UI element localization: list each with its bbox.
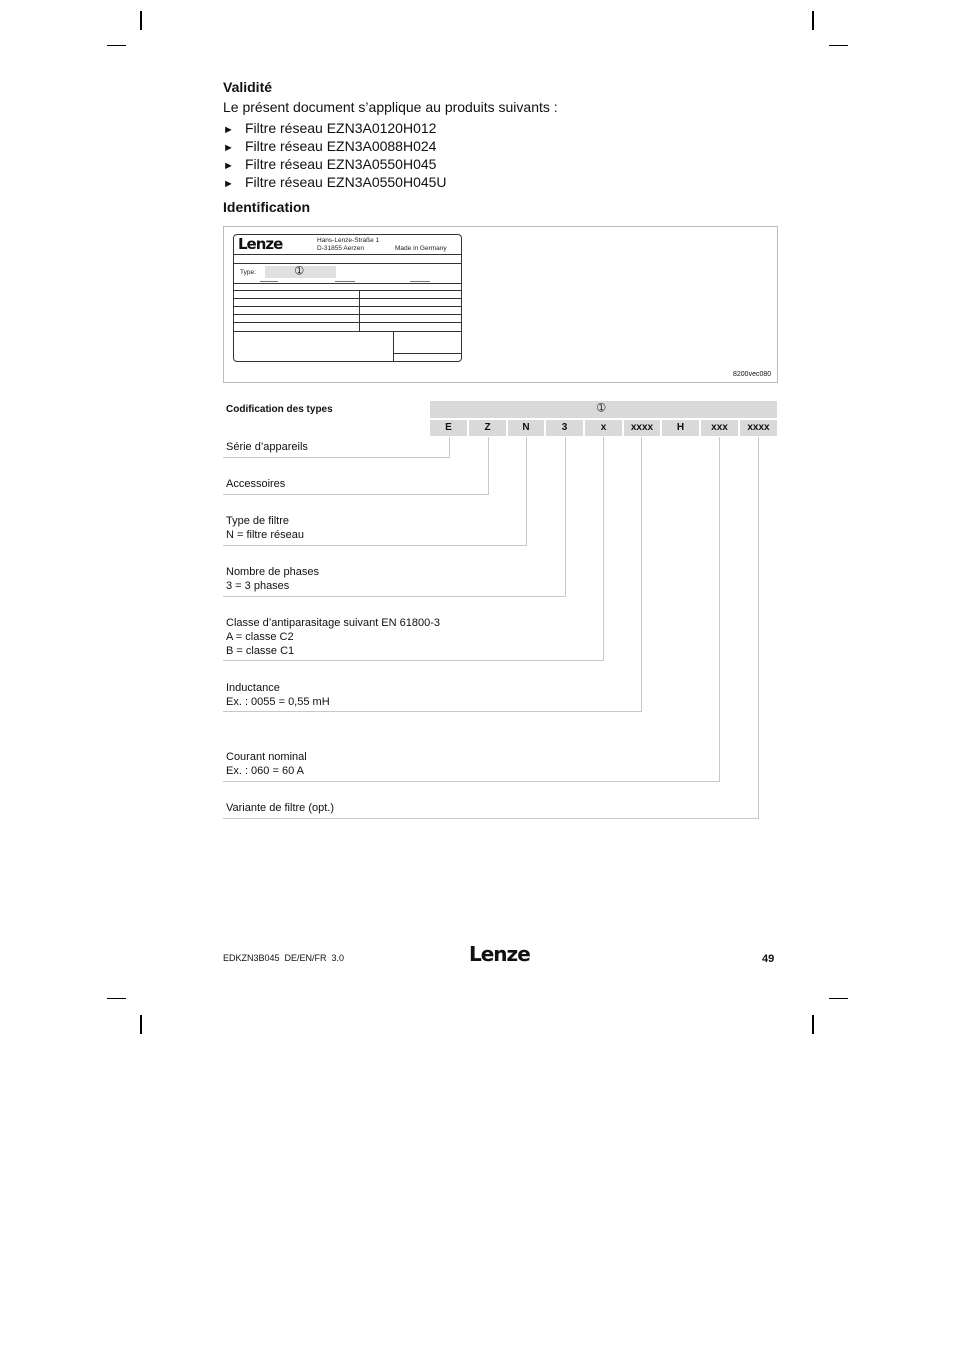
description-underline [223, 457, 450, 458]
code-cell: x [585, 420, 622, 436]
footer-logo: Lenze [469, 942, 530, 966]
crop-mark [829, 998, 848, 999]
connector-line [603, 437, 604, 661]
description-item [226, 801, 334, 815]
connector-line [758, 437, 759, 819]
code-cell: xxxx [740, 420, 777, 436]
connector-line [641, 437, 642, 712]
product-name: Filtre réseau EZN3A0120H012 [245, 120, 437, 136]
bullet-triangle-icon: ► [223, 160, 234, 172]
description-line: Série d’appareils [226, 441, 308, 453]
crop-mark [812, 1015, 814, 1034]
crop-mark [829, 45, 848, 46]
nameplate-tick [335, 281, 355, 282]
product-name: Filtre réseau EZN3A0550H045 [245, 156, 437, 172]
code-cell: H [662, 420, 699, 436]
connector-line [449, 437, 450, 458]
description-underline [223, 818, 759, 819]
description-underline [223, 711, 642, 712]
nameplate-divider [234, 331, 462, 332]
description-item [226, 440, 308, 454]
nameplate-type-label: Type: [240, 269, 256, 276]
list-item [223, 174, 447, 190]
product-name: Filtre réseau EZN3A0088H024 [245, 138, 437, 154]
marker-icon: ➀ [295, 266, 304, 277]
nameplate-divider [234, 314, 462, 315]
description-line: Accessoires [226, 478, 286, 490]
description-line: Inductance [226, 682, 280, 694]
nameplate-divider [234, 254, 462, 255]
bullet-triangle-icon: ► [223, 124, 234, 136]
description-line: Nombre de phases [226, 566, 319, 578]
description-line: Variante de filtre (opt.) [226, 802, 335, 814]
connector-line [488, 437, 489, 495]
nameplate-made-in: Made in Germany [395, 245, 447, 252]
nameplate-logo: Lenze [238, 235, 283, 253]
code-cell: 3 [546, 420, 583, 436]
description-underline [223, 660, 604, 661]
doc-id: EDKZN3B045 DE/EN/FR 3.0 [223, 953, 345, 963]
list-item [223, 120, 436, 136]
description-item [226, 514, 304, 542]
nameplate-divider [234, 290, 462, 291]
product-name: Filtre réseau EZN3A0550H045U [245, 174, 447, 190]
description-item [226, 681, 330, 709]
nameplate-address-line2: D-31855 Aerzen [317, 245, 364, 252]
identification-heading: Identification [223, 199, 311, 215]
description-item [226, 750, 307, 778]
nameplate-divider [234, 298, 462, 299]
code-cell: E [430, 420, 467, 436]
bullet-triangle-icon: ► [223, 142, 234, 154]
description-line: B = classe C1 [226, 645, 295, 657]
nameplate-divider [393, 353, 462, 354]
list-item [223, 156, 436, 172]
nameplate-tick [410, 281, 430, 282]
coding-heading: Codification des types [226, 404, 333, 415]
description-item [226, 616, 440, 658]
description-line: Type de filtre [226, 515, 289, 527]
connector-line [526, 437, 527, 546]
nameplate-column-divider [359, 290, 360, 331]
crop-mark [107, 998, 126, 999]
description-line: Ex. : 060 = 60 A [226, 765, 304, 777]
description-underline [223, 596, 566, 597]
list-item [223, 138, 436, 154]
description-line: Courant nominal [226, 751, 307, 763]
crop-mark [107, 45, 126, 46]
nameplate-divider [234, 263, 462, 264]
nameplate-divider [234, 322, 462, 323]
crop-mark [812, 11, 814, 30]
code-cell: Z [469, 420, 506, 436]
figure-code: 8200vec080 [733, 371, 772, 378]
description-underline [223, 494, 489, 495]
description-underline [223, 545, 527, 546]
nameplate-column-divider [393, 331, 394, 362]
connector-line [719, 437, 720, 782]
description-underline [223, 781, 720, 782]
code-cell: N [508, 420, 544, 436]
nameplate-divider [234, 306, 462, 307]
description-line: 3 = 3 phases [226, 580, 290, 592]
connector-line [565, 437, 566, 597]
code-cell: xxx [701, 420, 738, 436]
nameplate-divider [234, 283, 462, 284]
crop-mark [140, 1015, 142, 1034]
validity-heading: Validité [223, 79, 273, 95]
crop-mark [140, 11, 142, 30]
description-item [226, 477, 285, 491]
description-line: Classe d’antiparasitage suivant EN 61800-3 [226, 617, 441, 629]
code-cell: xxxx [624, 420, 660, 436]
bullet-triangle-icon: ► [223, 178, 234, 190]
page-number: 49 [762, 953, 775, 965]
nameplate-tick [260, 281, 278, 282]
description-line: Ex. : 0055 = 0,55 mH [226, 696, 330, 708]
marker-icon: ➀ [597, 403, 606, 414]
description-item [226, 565, 319, 593]
description-line: A = classe C2 [226, 631, 294, 643]
nameplate-address-line1: Hans-Lenze-Straße 1 [317, 237, 380, 244]
validity-intro: Le présent document s’applique au produits suivants : [223, 99, 558, 115]
description-line: N = filtre réseau [226, 529, 304, 541]
